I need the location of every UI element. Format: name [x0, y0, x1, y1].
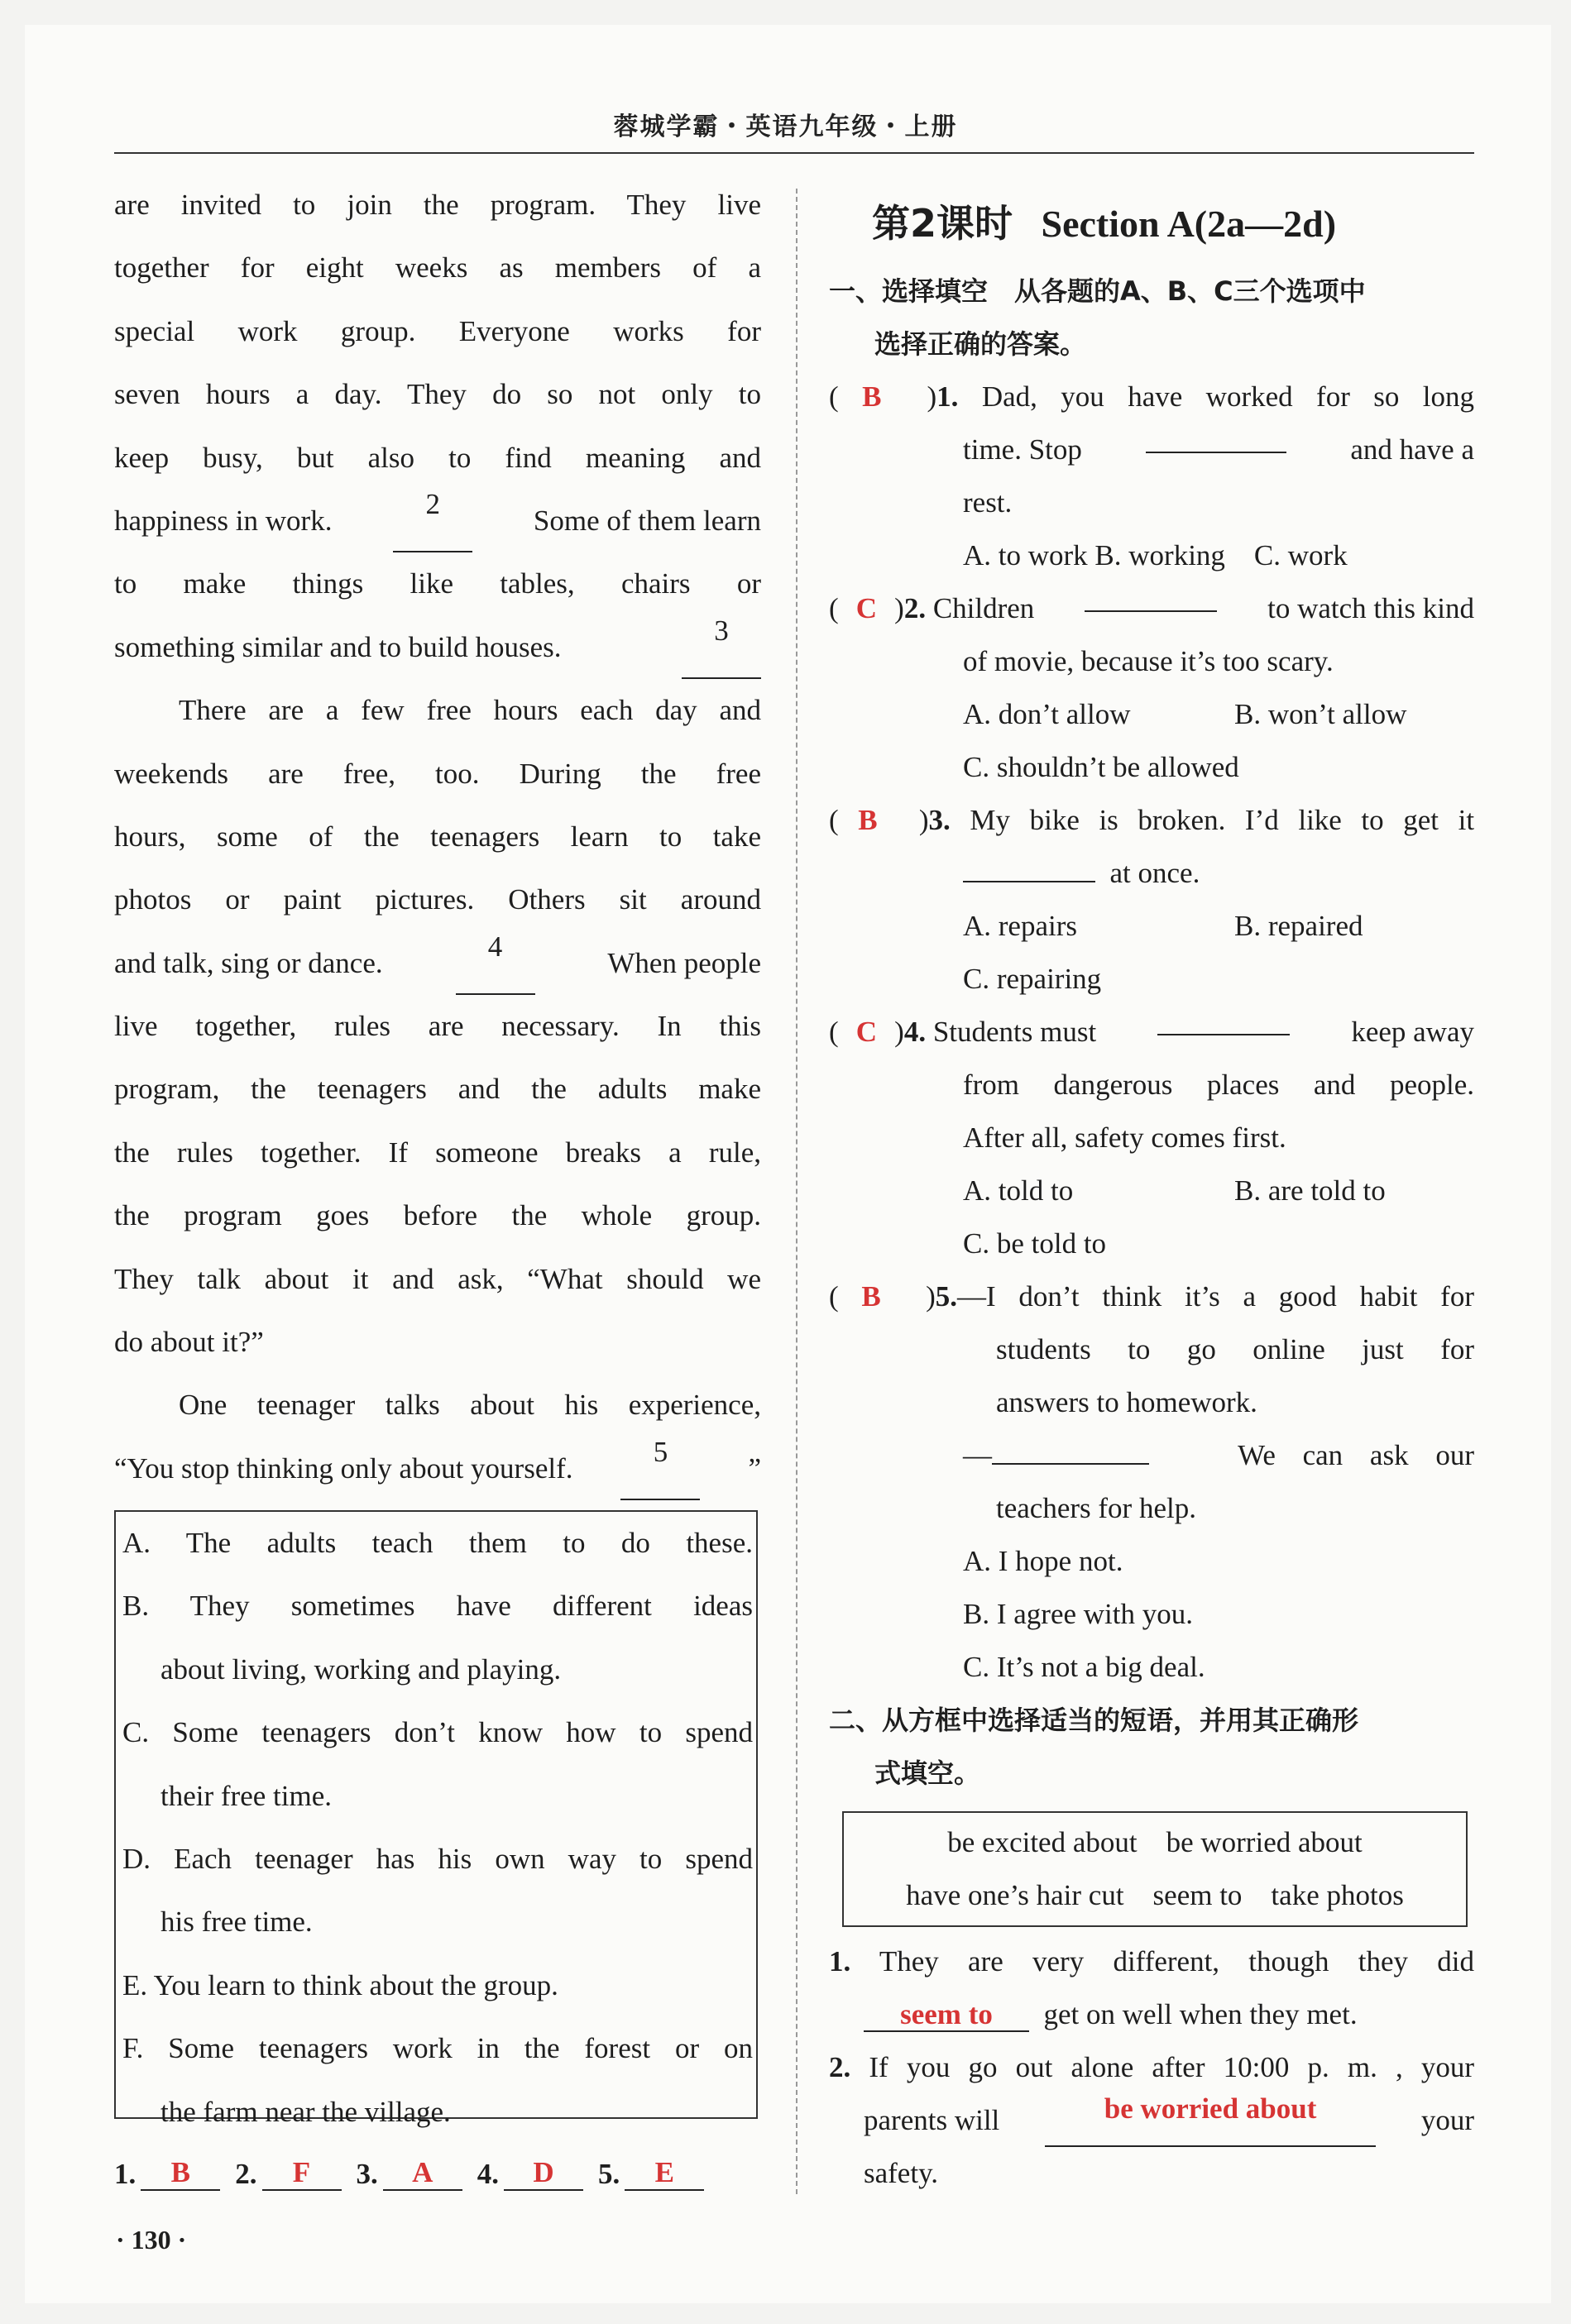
- passage-line: One teenager talks about his experience,: [179, 1389, 761, 1422]
- column-divider: [796, 189, 797, 2194]
- passage-line: happiness in work. 2 Some of them learn: [114, 490, 761, 552]
- answer-number: 2.: [235, 2157, 257, 2190]
- section-1-title: 一、选择填空 从各题的A、B、C三个选项中 选择正确的答案。: [829, 275, 1366, 360]
- blank-3: 3: [682, 616, 761, 679]
- passage-line: There are a few free hours each day and: [179, 694, 761, 727]
- answer-value: E: [625, 2157, 704, 2191]
- passage-line: and talk, sing or dance. 4 When people: [114, 932, 761, 995]
- passage-line: program, the teenagers and the adults make: [114, 1073, 761, 1106]
- page-number: · 130 ·: [116, 2225, 187, 2255]
- question-line: rest.: [963, 486, 1013, 519]
- fill-line: safety.: [864, 2157, 939, 2189]
- passage-line: together for eight weeks as members of a: [114, 251, 761, 285]
- passage-line: photos or paint pictures. Others sit around: [114, 883, 761, 916]
- passage-line: the rules together. If someone breaks a rule,: [114, 1136, 761, 1169]
- passage-line: do about it?”: [114, 1326, 264, 1359]
- option-line: C. Some teenagers don’t know how to spend: [122, 1716, 753, 1749]
- question-2: ( C )2. Children to watch this kind: [829, 582, 1474, 635]
- fill-answer: be worried about: [1045, 2094, 1376, 2147]
- fill-line: parents will be worried about your: [829, 2094, 1474, 2147]
- blank-5: 5: [620, 1437, 700, 1500]
- header-divider: [114, 152, 1474, 154]
- phrase-box: [842, 1811, 1468, 1927]
- question-5: ( B )5.—I don’t think it’s a good habit for: [829, 1270, 1474, 1323]
- question-line: answers to homework.: [996, 1386, 1257, 1418]
- options-box: [114, 1510, 758, 2128]
- question-3: ( B )3. My bike is broken. I’d like to get it: [829, 794, 1474, 847]
- option-line: their free time.: [160, 1779, 332, 1812]
- answer-row: [114, 2157, 761, 2191]
- answer-value: B: [141, 2157, 220, 2191]
- passage-line: special work group. Everyone works for: [114, 314, 761, 347]
- question-line: of movie, because it’s too scary.: [963, 645, 1334, 677]
- option-line: his free time.: [160, 1906, 313, 1939]
- question-line: After all, safety comes first.: [963, 1121, 1286, 1154]
- question-option: A. to work B. working C. work: [963, 539, 1348, 571]
- question-option: A. don’t allow B. won’t allow: [963, 698, 1407, 730]
- answer-number: 3.: [356, 2157, 378, 2190]
- answer-number: 5.: [598, 2157, 620, 2190]
- phrase-row: have one’s hair cut seem to take photos: [906, 1879, 1404, 1911]
- option-line: A. The adults teach them to do these.: [122, 1527, 753, 1559]
- question-answer: B: [861, 1280, 881, 1313]
- question-line: students to go online just for: [996, 1333, 1474, 1365]
- question-option: B. I agree with you.: [963, 1598, 1193, 1630]
- question-option: C. be told to: [963, 1227, 1107, 1260]
- answer-number: 4.: [477, 2157, 499, 2190]
- fill-answer: seem to: [864, 2000, 1029, 2032]
- question-answer: B: [858, 804, 878, 836]
- page-header: 蓉城学霸・英语九年级・上册: [613, 112, 958, 141]
- question-option: C. It’s not a big deal.: [963, 1651, 1205, 1683]
- lesson-title: 第2课时 Section A(2a—2d): [872, 201, 1337, 246]
- passage-line: seven hours a day. They do so not only to: [114, 378, 761, 411]
- exercise-column: [829, 190, 1474, 2200]
- option-line: about living, working and playing.: [160, 1652, 562, 1686]
- question-4: ( C )4. Students must keep away: [829, 1006, 1474, 1059]
- question-option: A. I hope not.: [963, 1545, 1123, 1577]
- question-option: C. shouldn’t be allowed: [963, 751, 1239, 783]
- question-answer: C: [855, 592, 878, 624]
- answer-value: A: [383, 2157, 462, 2191]
- option-line: D. Each teenager has his own way to spend: [122, 1842, 753, 1875]
- section-2-title: 二、从方框中选择适当的短语，并用其正确形 式填空。: [829, 1705, 1359, 1789]
- passage: [114, 174, 761, 1500]
- answer-value: F: [262, 2157, 342, 2191]
- question-answer: C: [855, 1016, 878, 1048]
- passage-line: something similar and to build houses. 3: [114, 616, 761, 679]
- fill-line: seem to get on well when they met.: [829, 1988, 1474, 2041]
- option-line: the farm near the village.: [160, 2095, 451, 2128]
- question-line: — We can ask our: [829, 1429, 1474, 1482]
- question-line: time. Stop and have a: [829, 423, 1474, 476]
- phrase-row: be excited about be worried about: [947, 1826, 1363, 1858]
- question-line: teachers for help.: [996, 1492, 1196, 1524]
- passage-line: keep busy, but also to find meaning and: [114, 441, 761, 474]
- fill-question-1: 1. They are very different, though they did: [829, 1945, 1474, 1977]
- question-1: ( B )1. Dad, you have worked for so long: [829, 371, 1474, 423]
- option-line: F. Some teenagers work in the forest or on: [122, 2032, 753, 2065]
- blank-2: 2: [393, 490, 472, 552]
- passage-line: to make things like tables, chairs or: [114, 567, 761, 600]
- question-option: A. repairs B. repaired: [963, 910, 1363, 942]
- passage-line: the program goes before the whole group.: [114, 1199, 761, 1232]
- fill-question-2: 2. If you go out alone after 10:00 p. m. , your: [829, 2051, 1474, 2083]
- question-answer: B: [862, 380, 882, 413]
- question-line: from dangerous places and people.: [963, 1069, 1474, 1101]
- answer-value: D: [504, 2157, 583, 2191]
- passage-line: hours, some of the teenagers learn to take: [114, 820, 761, 853]
- passage-line: They talk about it and ask, “What should we: [114, 1262, 761, 1295]
- passage-line: are invited to join the program. They live: [114, 189, 761, 221]
- blank-4: 4: [456, 932, 535, 995]
- question-line: at once.: [829, 847, 1474, 900]
- question-option: C. repairing: [963, 963, 1102, 995]
- option-line: B. They sometimes have different ideas: [122, 1590, 753, 1623]
- answer-number: 1.: [114, 2157, 137, 2190]
- option-line: E. You learn to think about the group.: [122, 1968, 558, 2001]
- question-option: A. told to B. are told to: [963, 1174, 1386, 1207]
- passage-line: weekends are free, too. During the free: [114, 757, 761, 790]
- passage-line: “You stop thinking only about yourself. 5 ”: [114, 1437, 761, 1500]
- passage-line: live together, rules are necessary. In this: [114, 1010, 761, 1043]
